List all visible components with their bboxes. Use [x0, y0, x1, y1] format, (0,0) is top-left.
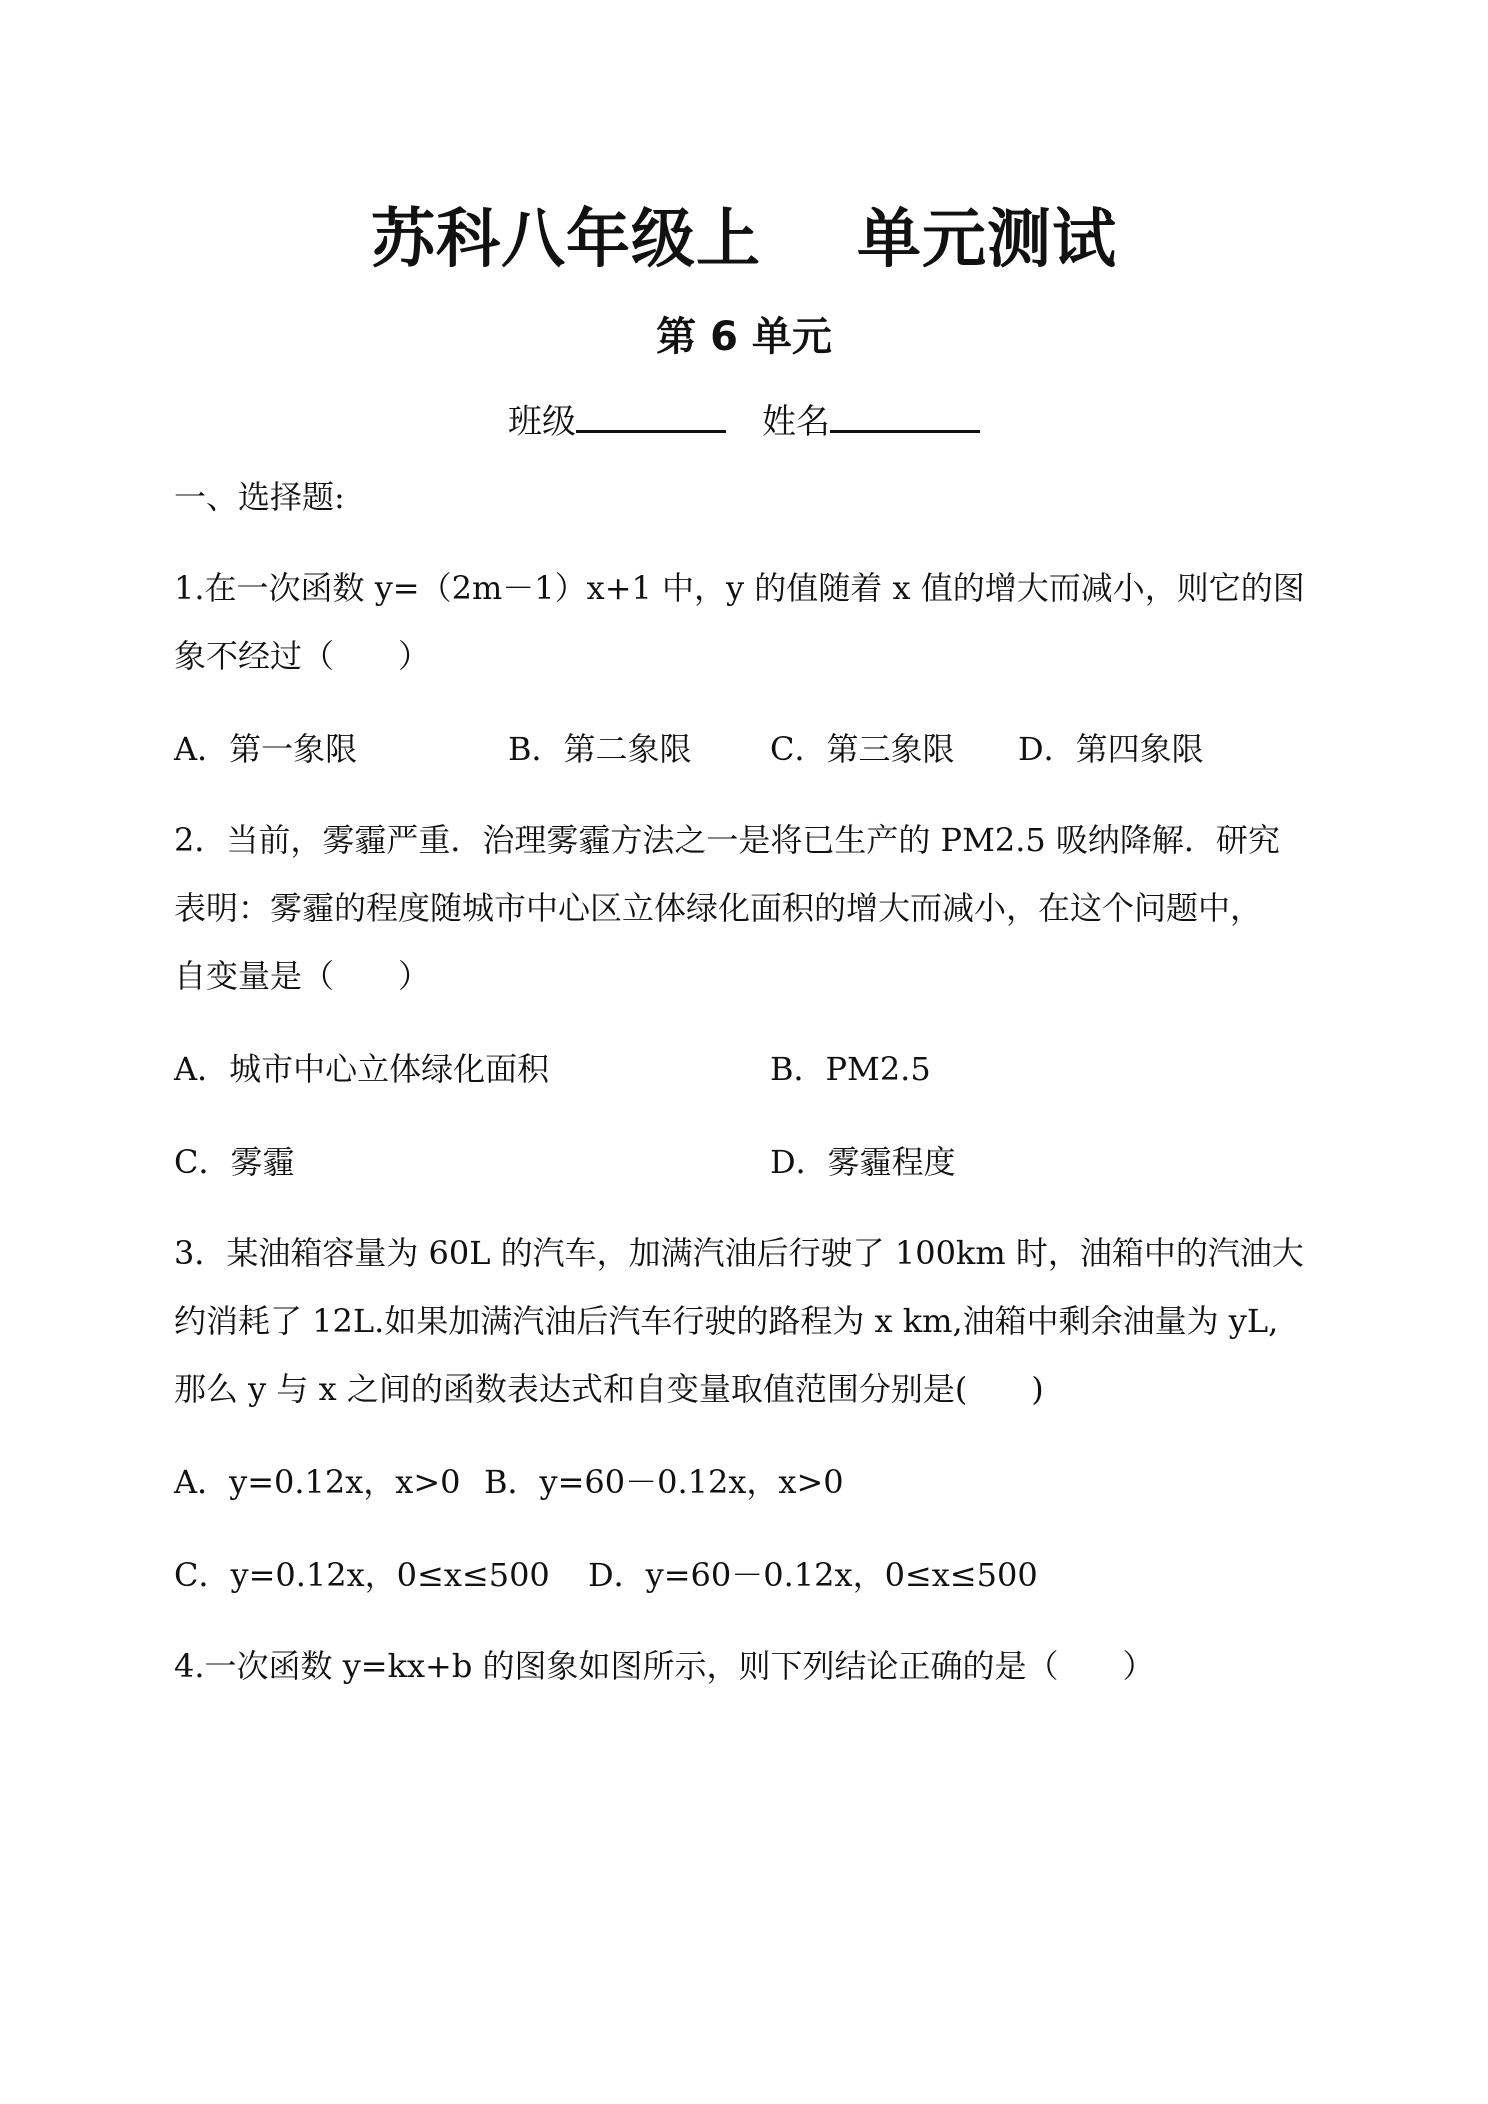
q2-option-c: C．雾霾: [174, 1143, 295, 1181]
q4-line1: 4.一次函数 y=kx+b 的图象如图所示，则下列结论正确的是（ ）: [174, 1647, 1155, 1685]
title-right: 单元测试: [857, 203, 1117, 277]
q3-option-a: A．y=0.12x，x>0: [174, 1463, 461, 1501]
q3-option-b: B．y=60－0.12x，x>0: [484, 1463, 844, 1501]
name-blank[interactable]: [830, 400, 980, 433]
q2-line1: 2．当前，雾霾严重．治理雾霾方法之一是将已生产的 PM2.5 吸纳降解．研究: [174, 821, 1280, 859]
student-info: [0, 394, 1488, 443]
q2-option-b: B．PM2.5: [770, 1050, 931, 1088]
page-title: [0, 188, 1488, 280]
unit-subtitle: 第 6 单元: [656, 314, 832, 360]
title-left: 苏科八年级上: [371, 203, 761, 277]
name-label: 姓名: [762, 402, 830, 442]
q3-line1: 3．某油箱容量为 60L 的汽车，加满汽油后行驶了 100km 时，油箱中的汽油大: [174, 1234, 1304, 1272]
q2-line3: 自变量是（ ）: [174, 957, 431, 995]
q3-option-d: D．y=60－0.12x，0≤x≤500: [588, 1556, 1038, 1594]
q2-option-d: D．雾霾程度: [770, 1143, 956, 1181]
q1-line2: 象不经过（ ）: [174, 637, 431, 675]
section-heading: 一、选择题:: [174, 478, 345, 516]
q3-line2: 约消耗了 12L.如果加满汽油后汽车行驶的路程为 x km,油箱中剩余油量为 yL,: [174, 1302, 1279, 1340]
q3-option-c: C．y=0.12x，0≤x≤500: [174, 1556, 550, 1594]
q3-line3: 那么 y 与 x 之间的函数表达式和自变量取值范围分别是( ): [174, 1370, 1044, 1408]
q2-line2: 表明：雾霾的程度随城市中心区立体绿化面积的增大而减小，在这个问题中，: [174, 889, 1263, 927]
q1-option-d: D．第四象限: [1018, 730, 1204, 768]
q1-option-a: A．第一象限: [174, 730, 358, 768]
class-blank[interactable]: [576, 400, 726, 433]
q2-option-a: A．城市中心立体绿化面积: [174, 1050, 550, 1088]
q1-option-c: C．第三象限: [770, 730, 955, 768]
q1-line1: 1.在一次函数 y=（2m－1）x+1 中，y 的值随着 x 值的增大而减小，则它的图: [174, 569, 1305, 607]
class-label: 班级: [508, 402, 576, 442]
q1-option-b: B．第二象限: [508, 730, 692, 768]
